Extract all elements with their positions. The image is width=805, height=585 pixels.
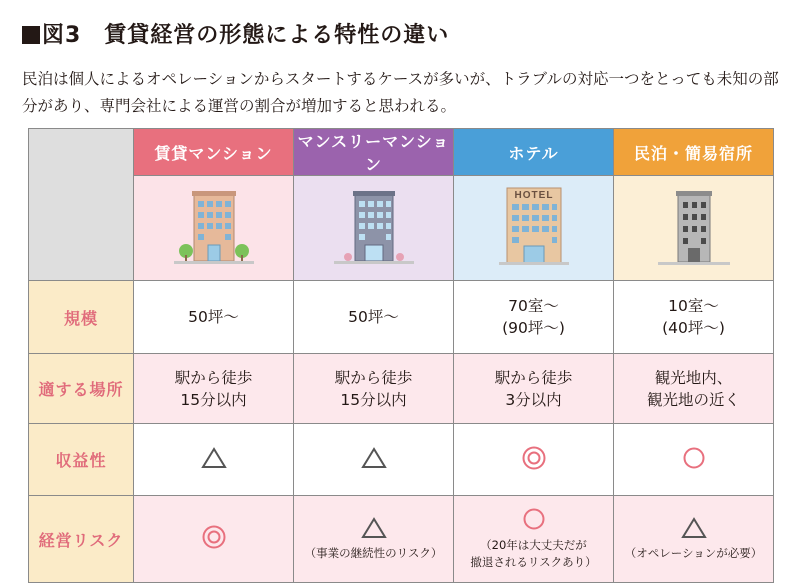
risk-note: （20年は大丈夫だが 撤退されるリスクあり） bbox=[470, 538, 597, 569]
row-label-profit: 収益性 bbox=[29, 424, 134, 496]
intro-text: 民泊は個人によるオペレーションからスタートするケースが多いが、トラブルの対応一つをとっても未知の部分があり、専門会社による運営の割合が増加すると思われる。 bbox=[22, 70, 779, 115]
profit-rating-icon bbox=[134, 447, 293, 473]
col-header-minpaku: 民泊・簡易宿所 bbox=[614, 129, 774, 176]
profit-rating-icon bbox=[454, 445, 613, 475]
risk-cell-rental bbox=[134, 496, 294, 583]
row-label-scale: 規模 bbox=[29, 281, 134, 354]
risk-rating-icon bbox=[294, 517, 453, 543]
place-cell-minpaku bbox=[614, 354, 774, 424]
profit-rating-icon bbox=[614, 446, 773, 474]
place-value: 駅から徒歩 3分以内 bbox=[494, 368, 573, 409]
risk-rating-icon bbox=[614, 517, 773, 543]
place-cell-rental bbox=[134, 354, 294, 424]
profit-rating-icon bbox=[294, 447, 453, 473]
risk-cell-monthly bbox=[294, 496, 454, 583]
profit-cell-minpaku bbox=[614, 424, 774, 496]
place-cell-hotel bbox=[454, 354, 614, 424]
scale-value: 50坪〜 bbox=[348, 308, 399, 326]
img-cell-rental bbox=[134, 176, 294, 281]
scale-cell-monthly bbox=[294, 281, 454, 354]
scale-value: 70室〜 (90坪〜) bbox=[502, 297, 565, 337]
img-cell-monthly bbox=[294, 176, 454, 281]
risk-rating-icon bbox=[134, 524, 293, 554]
hotel-building-icon bbox=[489, 186, 579, 270]
office-building-icon bbox=[334, 189, 414, 267]
row-label-risk: 経営リスク bbox=[29, 496, 134, 583]
small-building-icon bbox=[654, 188, 734, 268]
place-value: 駅から徒歩 15分以内 bbox=[334, 368, 413, 409]
hotel-sign-text: HOTEL bbox=[514, 190, 553, 201]
profit-cell-hotel bbox=[454, 424, 614, 496]
row-label-place: 適する場所 bbox=[29, 354, 134, 424]
scale-cell-hotel bbox=[454, 281, 614, 354]
risk-cell-minpaku bbox=[614, 496, 774, 583]
scale-value: 50坪〜 bbox=[188, 308, 239, 326]
scale-cell-rental bbox=[134, 281, 294, 354]
risk-cell-hotel bbox=[454, 496, 614, 583]
col-header-hotel: ホテル bbox=[454, 129, 614, 176]
comparison-table bbox=[28, 128, 774, 583]
col-header-monthly: マンスリーマンション bbox=[294, 129, 454, 176]
apartment-building-icon bbox=[174, 189, 254, 267]
img-cell-hotel bbox=[454, 176, 614, 281]
risk-note: （事業の継続性のリスク） bbox=[304, 545, 443, 560]
square-bullet-icon bbox=[22, 26, 40, 44]
profit-cell-monthly bbox=[294, 424, 454, 496]
col-header-rental: 賃貸マンション bbox=[134, 129, 294, 176]
place-value: 駅から徒歩 15分以内 bbox=[174, 368, 253, 409]
scale-cell-minpaku bbox=[614, 281, 774, 354]
place-cell-monthly bbox=[294, 354, 454, 424]
risk-rating-icon bbox=[454, 507, 613, 535]
risk-note: （オペレーションが必要） bbox=[624, 545, 763, 560]
profit-cell-rental bbox=[134, 424, 294, 496]
place-value: 観光地内、 観光地の近く bbox=[646, 368, 740, 409]
corner-cell bbox=[29, 129, 134, 281]
img-cell-minpaku bbox=[614, 176, 774, 281]
figure-title: 図3 賃貸経営の形態による特性の違い bbox=[22, 18, 449, 49]
scale-value: 10室〜 (40坪〜) bbox=[662, 297, 725, 337]
